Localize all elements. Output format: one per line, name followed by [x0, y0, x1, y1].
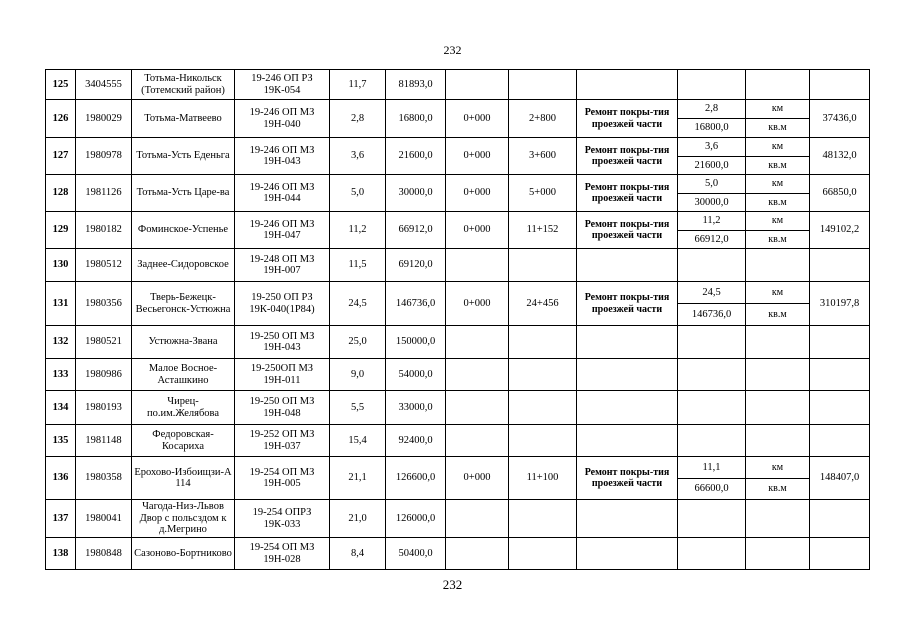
quantity-km: 3,6 — [678, 138, 746, 157]
quantity-km: 5,0 — [678, 175, 746, 194]
road-code: 1980358 — [76, 457, 132, 500]
quantity-km — [678, 500, 746, 538]
work-type: Ремонт покры-тия проезжей части — [577, 457, 678, 500]
unit-km: км — [746, 100, 810, 119]
unit-area: кв.м — [746, 231, 810, 249]
unit-km — [746, 391, 810, 425]
road-name: Чирец-по.им.Желябова — [132, 391, 235, 425]
road-id: 19-252 ОП МЗ 19Н-037 — [235, 425, 330, 457]
cost-total — [810, 326, 870, 359]
km-to: 24+456 — [509, 282, 577, 326]
road-id: 19-250ОП МЗ 19Н-011 — [235, 359, 330, 391]
road-code: 1980356 — [76, 282, 132, 326]
work-type: Ремонт покры-тия проезжей части — [577, 175, 678, 212]
table-body — [46, 70, 870, 570]
km-from — [446, 425, 509, 457]
road-id: 19-246 ОП РЗ 19К-054 — [235, 70, 330, 100]
road-area: 150000,0 — [386, 326, 446, 359]
road-area: 33000,0 — [386, 391, 446, 425]
road-length: 8,4 — [330, 538, 386, 570]
cost-total: 37436,0 — [810, 100, 870, 138]
table-row — [46, 282, 870, 304]
km-from — [446, 326, 509, 359]
road-id: 19-246 ОП МЗ 19Н-043 — [235, 138, 330, 175]
unit-area: кв.м — [746, 194, 810, 212]
quantity-km — [678, 326, 746, 359]
road-code: 1980978 — [76, 138, 132, 175]
km-from: 0+000 — [446, 100, 509, 138]
table-row — [46, 359, 870, 375]
road-name: Чагода-Низ-Львов Двор с польсздом к д.Мегрино — [132, 500, 235, 538]
road-area: 30000,0 — [386, 175, 446, 212]
road-length: 21,0 — [330, 500, 386, 538]
road-name: Тверь-Бежецк-Весьегонск-Устюжна — [132, 282, 235, 326]
km-from: 0+000 — [446, 175, 509, 212]
road-name: Тотьма-Усть Царе-ва — [132, 175, 235, 212]
work-type: Ремонт покры-тия проезжей части — [577, 138, 678, 175]
km-to: 11+152 — [509, 212, 577, 249]
road-name: Тотьма-Усть Еденьга — [132, 138, 235, 175]
km-to — [509, 249, 577, 282]
road-length: 2,8 — [330, 100, 386, 138]
km-to — [509, 538, 577, 570]
unit-km — [746, 425, 810, 457]
road-area: 50400,0 — [386, 538, 446, 570]
road-length: 11,2 — [330, 212, 386, 249]
road-id: 19-246 ОП МЗ 19Н-040 — [235, 100, 330, 138]
road-area: 66912,0 — [386, 212, 446, 249]
road-id: 19-254 ОП МЗ 19Н-005 — [235, 457, 330, 500]
km-from: 0+000 — [446, 138, 509, 175]
table-row — [46, 212, 870, 231]
work-type — [577, 538, 678, 570]
row-number: 125 — [46, 70, 76, 100]
quantity-area: 21600,0 — [678, 157, 746, 175]
km-to — [509, 326, 577, 359]
km-from — [446, 359, 509, 391]
road-id: 19-246 ОП МЗ 19Н-044 — [235, 175, 330, 212]
work-type — [577, 326, 678, 359]
row-number: 131 — [46, 282, 76, 326]
unit-km — [746, 538, 810, 570]
road-id: 19-254 ОПРЗ 19К-033 — [235, 500, 330, 538]
row-number: 129 — [46, 212, 76, 249]
row-number: 137 — [46, 500, 76, 538]
road-area: 16800,0 — [386, 100, 446, 138]
cost-total: 148407,0 — [810, 457, 870, 500]
row-number: 138 — [46, 538, 76, 570]
table-row — [46, 138, 870, 157]
table-row — [46, 70, 870, 85]
km-from: 0+000 — [446, 282, 509, 326]
table-row — [46, 326, 870, 343]
road-name: Тотьма-Матвеево — [132, 100, 235, 138]
cost-total — [810, 538, 870, 570]
cost-total — [810, 391, 870, 425]
unit-km: км — [746, 457, 810, 479]
road-name: Федоровская-Косариха — [132, 425, 235, 457]
road-area: 126600,0 — [386, 457, 446, 500]
road-length: 11,5 — [330, 249, 386, 282]
unit-area: кв.м — [746, 119, 810, 138]
km-to: 3+600 — [509, 138, 577, 175]
quantity-km — [678, 538, 746, 570]
quantity-area: 30000,0 — [678, 194, 746, 212]
km-from — [446, 70, 509, 100]
road-code: 1981148 — [76, 425, 132, 457]
unit-km: км — [746, 175, 810, 194]
km-to: 5+000 — [509, 175, 577, 212]
road-id: 19-250 ОП МЗ 19Н-043 — [235, 326, 330, 359]
km-from — [446, 500, 509, 538]
km-to — [509, 391, 577, 425]
km-from: 0+000 — [446, 457, 509, 500]
road-length: 5,5 — [330, 391, 386, 425]
row-number: 133 — [46, 359, 76, 391]
unit-area: кв.м — [746, 479, 810, 500]
road-length: 25,0 — [330, 326, 386, 359]
road-area: 92400,0 — [386, 425, 446, 457]
road-area: 21600,0 — [386, 138, 446, 175]
roads-table — [45, 69, 870, 570]
km-from: 0+000 — [446, 212, 509, 249]
road-code: 1980986 — [76, 359, 132, 391]
row-number: 132 — [46, 326, 76, 359]
km-to — [509, 359, 577, 391]
row-number: 128 — [46, 175, 76, 212]
road-code: 1980041 — [76, 500, 132, 538]
quantity-km — [678, 391, 746, 425]
unit-km — [746, 500, 810, 538]
road-id: 19-246 ОП МЗ 19Н-047 — [235, 212, 330, 249]
work-type: Ремонт покры-тия проезжей части — [577, 100, 678, 138]
table-row — [46, 100, 870, 119]
road-length: 5,0 — [330, 175, 386, 212]
km-from — [446, 249, 509, 282]
road-name: Тотьма-Никольск (Тотемский район) — [132, 70, 235, 100]
road-code: 1980193 — [76, 391, 132, 425]
page-number-top: 232 — [443, 43, 462, 57]
road-area: 81893,0 — [386, 70, 446, 100]
quantity-area: 146736,0 — [678, 304, 746, 326]
table-row — [46, 500, 870, 519]
km-to — [509, 425, 577, 457]
road-id: 19-250 ОП РЗ 19К-040(1Р84) — [235, 282, 330, 326]
road-code: 1980512 — [76, 249, 132, 282]
km-to — [509, 70, 577, 100]
unit-km: км — [746, 282, 810, 304]
road-code: 1980029 — [76, 100, 132, 138]
work-type — [577, 500, 678, 538]
cost-total: 310197,8 — [810, 282, 870, 326]
work-type — [577, 391, 678, 425]
row-number: 130 — [46, 249, 76, 282]
work-type: Ремонт покры-тия проезжей части — [577, 212, 678, 249]
road-area: 69120,0 — [386, 249, 446, 282]
road-area: 126000,0 — [386, 500, 446, 538]
quantity-km — [678, 359, 746, 391]
km-to: 2+800 — [509, 100, 577, 138]
km-from — [446, 538, 509, 570]
cost-total — [810, 500, 870, 538]
road-name: Малое Восное-Асташкино — [132, 359, 235, 391]
table-row — [46, 391, 870, 408]
road-code: 1980848 — [76, 538, 132, 570]
quantity-km — [678, 70, 746, 100]
road-area: 54000,0 — [386, 359, 446, 391]
road-length: 11,7 — [330, 70, 386, 100]
road-name: Устюжна-Звана — [132, 326, 235, 359]
cost-total: 149102,2 — [810, 212, 870, 249]
work-type — [577, 359, 678, 391]
table-row — [46, 538, 870, 554]
work-type — [577, 70, 678, 100]
unit-area: кв.м — [746, 304, 810, 326]
unit-km — [746, 70, 810, 100]
table-row — [46, 249, 870, 266]
road-code: 1980182 — [76, 212, 132, 249]
road-name: Ерохово-Избоищзи-А 114 — [132, 457, 235, 500]
cost-total — [810, 359, 870, 391]
road-code: 1980521 — [76, 326, 132, 359]
road-area: 146736,0 — [386, 282, 446, 326]
km-to — [509, 500, 577, 538]
road-length: 24,5 — [330, 282, 386, 326]
table-row — [46, 457, 870, 479]
road-name: Фоминское-Успенье — [132, 212, 235, 249]
row-number: 126 — [46, 100, 76, 138]
quantity-km: 24,5 — [678, 282, 746, 304]
cost-total — [810, 425, 870, 457]
road-name: Сазоново-Бортниково — [132, 538, 235, 570]
unit-area: кв.м — [746, 157, 810, 175]
row-number: 134 — [46, 391, 76, 425]
road-id: 19-250 ОП МЗ 19Н-048 — [235, 391, 330, 425]
quantity-area: 16800,0 — [678, 119, 746, 138]
unit-km — [746, 359, 810, 391]
quantity-km: 11,1 — [678, 457, 746, 479]
cost-total — [810, 249, 870, 282]
road-name: Заднее-Сидоровское — [132, 249, 235, 282]
quantity-km: 11,2 — [678, 212, 746, 231]
page-number-bottom: 232 — [442, 577, 463, 592]
km-to: 11+100 — [509, 457, 577, 500]
unit-km: км — [746, 212, 810, 231]
quantity-area: 66912,0 — [678, 231, 746, 249]
unit-km: км — [746, 138, 810, 157]
row-number: 127 — [46, 138, 76, 175]
road-length: 15,4 — [330, 425, 386, 457]
road-code: 3404555 — [76, 70, 132, 100]
quantity-area: 66600,0 — [678, 479, 746, 500]
road-id: 19-254 ОП МЗ 19Н-028 — [235, 538, 330, 570]
road-length: 9,0 — [330, 359, 386, 391]
row-number: 135 — [46, 425, 76, 457]
work-type — [577, 249, 678, 282]
work-type — [577, 425, 678, 457]
unit-km — [746, 326, 810, 359]
road-code: 1981126 — [76, 175, 132, 212]
cost-total: 66850,0 — [810, 175, 870, 212]
table-row — [46, 175, 870, 194]
road-length: 3,6 — [330, 138, 386, 175]
road-id: 19-248 ОП МЗ 19Н-007 — [235, 249, 330, 282]
unit-km — [746, 249, 810, 282]
row-number: 136 — [46, 457, 76, 500]
cost-total: 48132,0 — [810, 138, 870, 175]
km-from — [446, 391, 509, 425]
quantity-km: 2,8 — [678, 100, 746, 119]
road-length: 21,1 — [330, 457, 386, 500]
quantity-km — [678, 425, 746, 457]
cost-total — [810, 70, 870, 100]
work-type: Ремонт покры-тия проезжей части — [577, 282, 678, 326]
quantity-km — [678, 249, 746, 282]
table-row — [46, 425, 870, 441]
